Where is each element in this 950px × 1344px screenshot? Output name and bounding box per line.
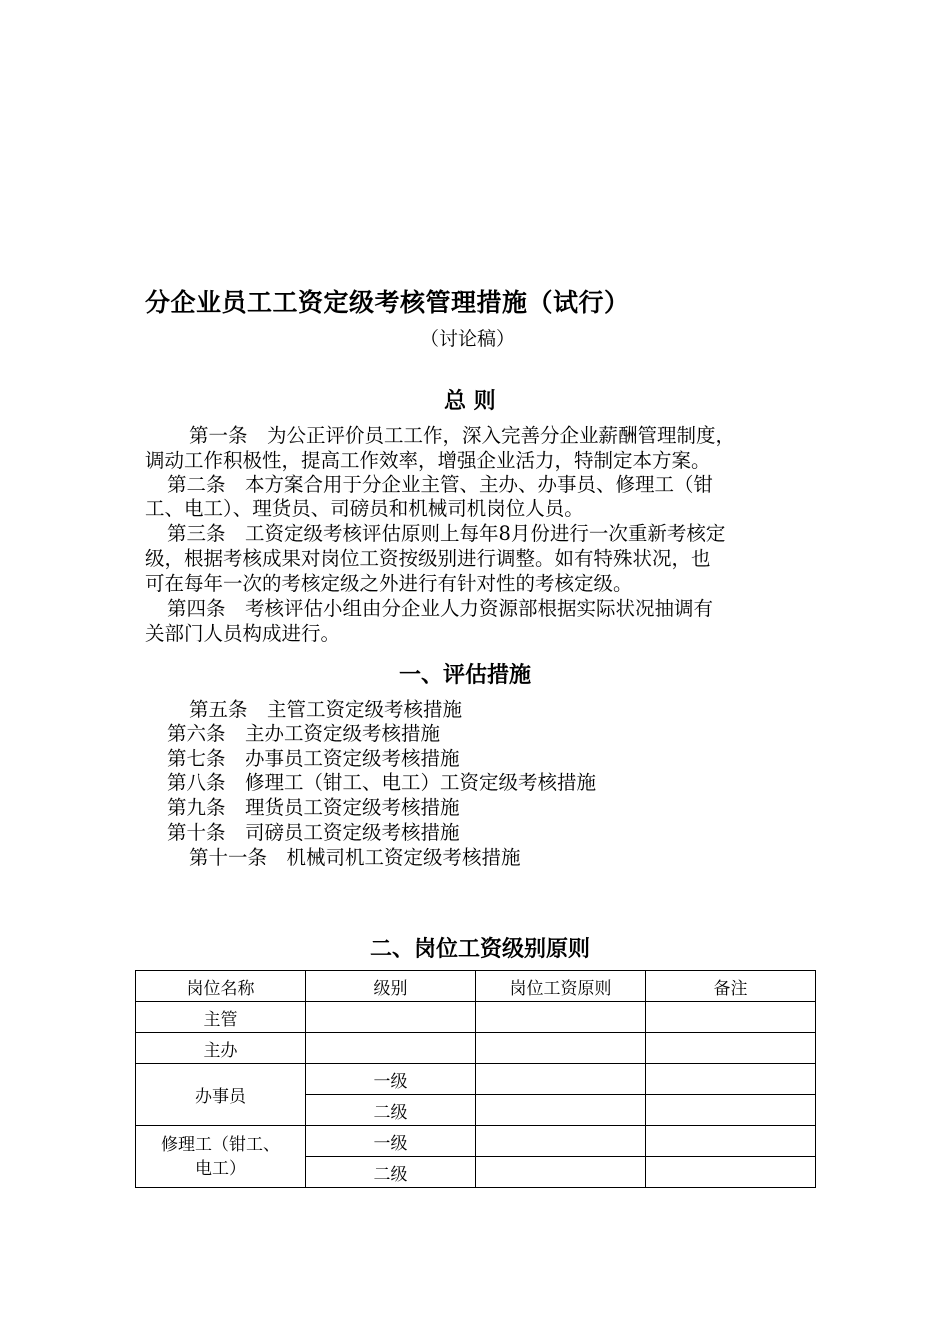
salary-cell <box>476 1095 646 1126</box>
table-header-row <box>136 971 816 1002</box>
salary-cell <box>476 1033 646 1064</box>
level-cell <box>306 1033 476 1064</box>
article-item: 第八条 修理工（钳工、电工）工资定级考核措施 <box>167 771 597 794</box>
remarks-cell <box>646 1002 816 1033</box>
article-item: 第十条 司磅员工资定级考核措施 <box>167 821 460 844</box>
paragraph-line: 第二条 本方案合用于分企业主管、主办、办事员、修理工（钳 <box>167 473 714 496</box>
remarks-cell <box>646 1126 816 1157</box>
salary-cell <box>476 1157 646 1188</box>
remarks-cell <box>646 1033 816 1064</box>
table-row <box>136 1126 816 1157</box>
salary-cell <box>476 1126 646 1157</box>
header-remarks: 备注 <box>646 971 816 1002</box>
position-cell: 办事员 <box>136 1064 306 1126</box>
position-cell: 主办 <box>136 1033 306 1064</box>
paragraph-line: 关部门人员构成进行。 <box>145 622 341 645</box>
salary-grade-table <box>135 970 816 1188</box>
paragraph-line: 可在每年一次的考核定级之外进行有针对性的考核定级。 <box>145 572 633 595</box>
position-cell: 主管 <box>136 1002 306 1033</box>
paragraph-line: 工、电工）、理货员、司磅员和机械司机岗位人员。 <box>145 497 584 520</box>
level-cell: 二级 <box>306 1157 476 1188</box>
paragraph-line: 第四条 考核评估小组由分企业人力资源部根据实际状况抽调有 <box>167 597 714 620</box>
section2-heading: 二、岗位工资级别原则 <box>370 937 591 962</box>
section1-heading: 一、评估措施 <box>399 663 532 688</box>
salary-cell <box>476 1002 646 1033</box>
article-item: 第六条 主办工资定级考核措施 <box>167 722 441 745</box>
level-cell: 一级 <box>306 1126 476 1157</box>
general-heading: 总 则 <box>444 389 496 414</box>
document-title: 分企业员工工资定级考核管理措施（试行） <box>145 288 630 317</box>
article-item: 第五条 主管工资定级考核措施 <box>189 698 463 721</box>
table-row <box>136 1033 816 1064</box>
document-subtitle: （讨论稿） <box>420 328 516 350</box>
remarks-cell <box>646 1064 816 1095</box>
article-item: 第十一条 机械司机工资定级考核措施 <box>189 846 521 869</box>
paragraph-line: 第一条 为公正评价员工工作，深入完善分企业薪酬管理制度， <box>189 424 736 447</box>
article-item: 第七条 办事员工资定级考核措施 <box>167 747 460 770</box>
paragraph-line: 级，根据考核成果对岗位工资按级别进行调整。如有特殊状况，也 <box>145 547 711 570</box>
header-position-name: 岗位名称 <box>136 971 306 1002</box>
article-item: 第九条 理货员工资定级考核措施 <box>167 796 460 819</box>
table-row <box>136 1002 816 1033</box>
paragraph-line: 第三条 工资定级考核评估原则上每年8月份进行一次重新考核定 <box>167 522 726 545</box>
position-label-line1: 修理工（钳工、 <box>161 1134 280 1155</box>
salary-cell <box>476 1064 646 1095</box>
position-cell <box>136 1126 306 1188</box>
paragraph-line: 调动工作积极性，提高工作效率，增强企业活力，特制定本方案。 <box>145 449 711 472</box>
position-label-line2: 电工） <box>195 1158 246 1179</box>
remarks-cell <box>646 1157 816 1188</box>
table-row <box>136 1064 816 1095</box>
level-cell: 一级 <box>306 1064 476 1095</box>
header-salary-principle: 岗位工资原则 <box>476 971 646 1002</box>
level-cell: 二级 <box>306 1095 476 1126</box>
level-cell <box>306 1002 476 1033</box>
header-level: 级别 <box>306 971 476 1002</box>
remarks-cell <box>646 1095 816 1126</box>
